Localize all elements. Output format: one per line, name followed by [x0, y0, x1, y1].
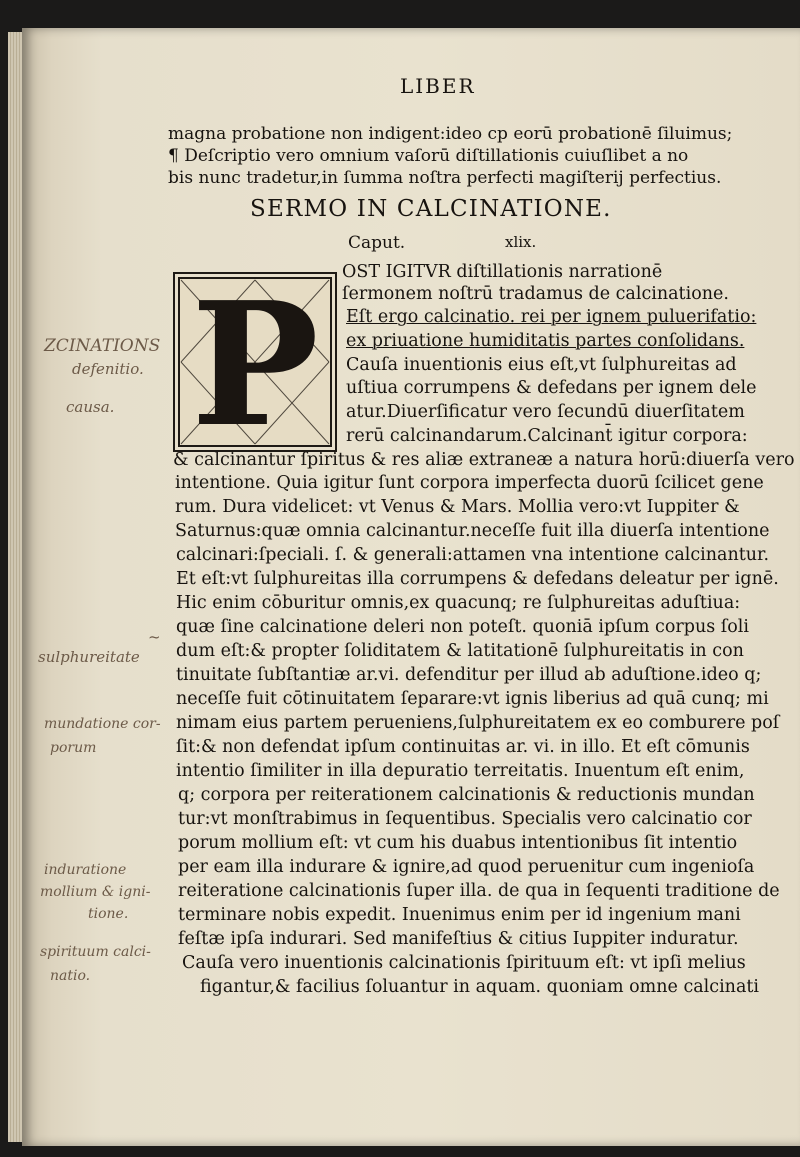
body-line: & calcinantur ſpiritus & res aliæ extraneæ a natura horū:diuerſa vero — [173, 450, 795, 470]
margin-note: natio. — [50, 968, 91, 984]
margin-note: spirituum calci- — [40, 944, 151, 960]
body-line: Eſt ergo calcinatio. rei per ignem puluerifatio: — [346, 307, 757, 327]
svg-text:P: P — [191, 274, 319, 450]
body-line: uſtiua corrumpens & defedans per ignem dele — [346, 378, 757, 398]
body-line: Cauſa vero inuentionis calcinationis ſpirituum eſt: vt ipſi melius — [182, 953, 746, 973]
body-line: q; corpora per reiterationem calcinationis & reductionis mundan — [178, 785, 755, 805]
intro-line: magna probatione non indigent:ideo cp eorū probationē ſiluimus; — [168, 124, 733, 144]
running-title: LIBER — [400, 74, 476, 98]
section-title: SERMO IN CALCINATIONE. — [250, 196, 612, 222]
body-line: quæ ſine calcinatione deleri non poteſt. quoniā ipſum corpus ſoli — [176, 617, 749, 637]
body-line: tinuitate ſubſtantiæ ar.vi. defenditur per illud ab aduſtione.ideo q; — [176, 665, 762, 685]
body-line: intentio ſimiliter in illa depuratio terreitatis. Inuentum eſt enim, — [176, 761, 745, 781]
body-line: ex priuatione humiditatis partes conſolidans. — [346, 331, 745, 351]
body-line: tur:vt monſtrabimus in ſequentibus. Specialis vero calcinatio cor — [178, 809, 752, 829]
body-line: figantur,& facilius ſoluantur in aquam. quoniam omne calcinati — [200, 977, 760, 997]
margin-note: porum — [50, 740, 97, 756]
margin-note: induratione — [44, 862, 127, 878]
margin-note: ~ — [148, 628, 161, 646]
body-line: ſit:& non defendat ipſum continuitas ar. vi. in illo. Et eſt cōmunis — [176, 737, 750, 757]
body-line: Hic enim cōburitur omnis,ex quacunq; re ſulphureitas aduſtiua: — [176, 593, 741, 613]
body-line: terminare nobis expedit. Inuenimus enim per id ingenium mani — [178, 905, 741, 925]
margin-note: mollium & igni- — [40, 884, 151, 900]
body-line: Saturnus:quæ omnia calcinantur.neceſſe fuit illa diuerſa intentione — [175, 521, 770, 541]
margin-note: sulphureitate — [38, 648, 140, 666]
body-line: rum. Dura videlicet: vt Venus & Mars. Mollia vero:vt Iuppiter & — [175, 497, 740, 517]
body-line: ſermonem noſtrū tradamus de calcinatione. — [342, 284, 729, 304]
decorated-initial — [173, 272, 337, 452]
body-line: calcinari:ſpeciali. ſ. & generali:attamen vna intentione calcinantur. — [176, 545, 770, 565]
margin-note: mundatione cor- — [44, 716, 161, 732]
body-line: Cauſa inuentionis eius eſt,vt ſulphureitas ad — [346, 355, 737, 375]
body-line: per eam illa indurare & ignire,ad quod peruenitur cum ingenioſa — [178, 857, 755, 877]
body-line: nimam eius partem perueniens,ſulphureitatem ex eo comburere poſ — [176, 713, 780, 733]
body-line: Et eſt:vt ſulphureitas illa corrumpens & defedans deleatur per ignē. — [176, 569, 779, 589]
body-line: dum eſt:& propter ſoliditatem & latitationē ſulphureitatis in con — [176, 641, 744, 661]
margin-note: ZCINATIONS — [44, 336, 161, 356]
body-line: atur.Diuerſificatur vero ſecundū diuerſitatem — [346, 402, 745, 422]
intro-line: ¶ Deſcriptio vero omnium vaſorū diſtillationis cuiuſlibet a no — [168, 146, 689, 166]
body-line: OST IGITVR diſtillationis narrationē — [342, 262, 663, 282]
body-line: intentione. Quia igitur ſunt corpora imperfecta duorū ſcilicet gene — [175, 473, 764, 493]
intro-line: bis nunc tradetur,in ſumma noſtra perfecti magiſterij perfectius. — [168, 168, 722, 188]
chapter-label: Caput. — [348, 233, 406, 253]
body-line: reiteratione calcinationis ſuper illa. de qua in ſequenti traditione de — [178, 881, 780, 901]
body-line: neceſſe fuit cōtinuitatem ſeparare:vt ignis liberius ad quā cunq; mi — [176, 689, 769, 709]
body-line: rerū calcinandarum.Calcinant̄ igitur corpora: — [346, 426, 748, 446]
margin-note: defenitio. — [72, 360, 144, 378]
margin-note: causa. — [66, 398, 115, 416]
body-line: porum mollium eſt: vt cum his duabus intentionibus ſit intentio — [178, 833, 738, 853]
chapter-number: xlix. — [505, 233, 537, 251]
initial-letter-ornament — [175, 274, 335, 450]
body-line: feſtæ ipſa indurari. Sed manifeſtius & citius Iuppiter induratur. — [178, 929, 739, 949]
margin-note: tione. — [88, 906, 129, 922]
